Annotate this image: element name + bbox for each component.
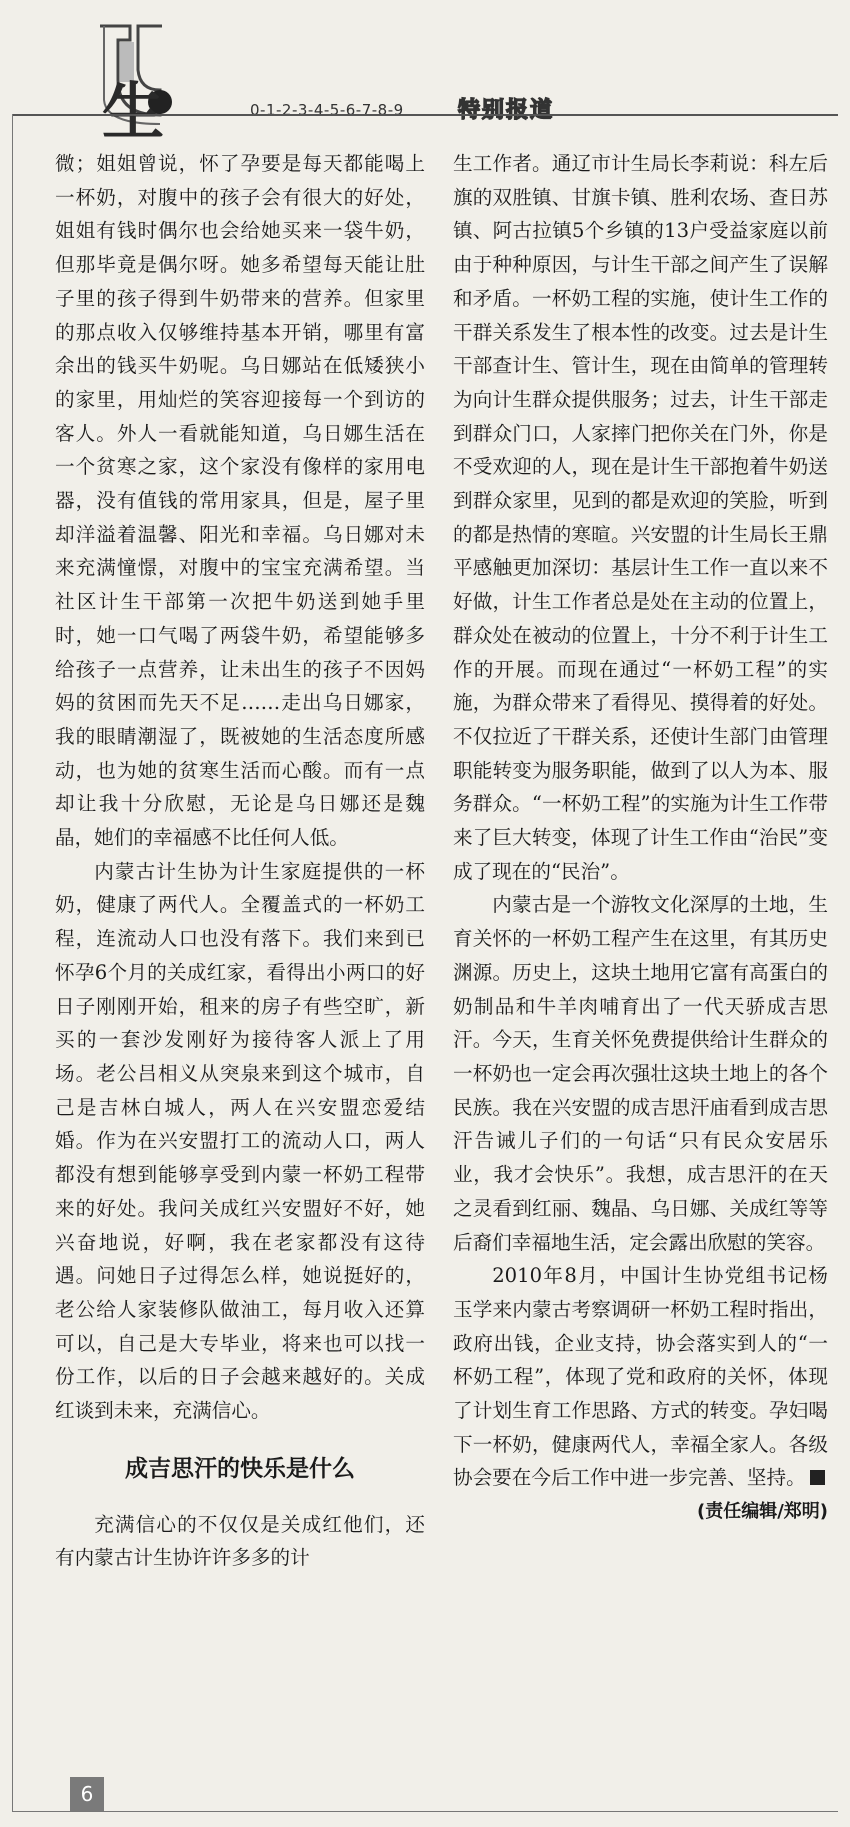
logo-character: 生 <box>102 75 161 148</box>
paragraph: 内蒙古是一个游牧文化深厚的土地，生育关怀的一杯奶工程产生在这里，有其历史渊源。历史上，这块土地用它富有高蛋白的奶制品和牛羊肉哺育出了一代天骄成吉思汗。今天，生育关怀免费提供给计生群众的一杯奶也一定会再次强壮这块土地上的各个民族。我在兴安盟的成吉思汗庙看到成吉思汗告诫儿子们的一句话“只有民众安居乐业，我才会快乐”。我想，成吉思汗的在天之灵看到红丽、魏晶、乌日娜、关成红等等后裔们幸福地生活，定会露出欣慰的笑容。 <box>453 893 828 1254</box>
left-border-rule <box>12 114 13 1812</box>
header-rule <box>12 114 838 116</box>
paragraph-text: 2010年8月，中国计生协党组书记杨玉学来内蒙古考察调研一杯奶工程时指出，政府出钱，企业支持，协会落实到人的“一杯奶工程”，体现了党和政府的关怀，体现了计划生育工作思路、方式的转变。孕妇喝下一杯奶，健康两代人，幸福全家人。各级协会要在今后工作中进一步完善、坚持。 <box>453 1264 828 1490</box>
digit-strip: 0-1-2-3-4-5-6-7-8-9 <box>250 101 404 119</box>
editor-credit: (责任编辑/郑明) <box>696 1501 828 1523</box>
section-tag: 特别报道 <box>458 98 555 123</box>
right-column <box>453 147 828 1529</box>
paragraph: 生工作者。通辽市计生局长李莉说：科左后旗的双胜镇、甘旗卡镇、胜利农场、查日苏镇、阿古拉镇5个乡镇的13户受益家庭以前由于种种原因，与计生干部之间产生了误解和矛盾。一杯奶工程的实施，使计生工作的干群关系发生了根本性的改变。过去是计生干部查计生、管计生，现在由简单的管理转为向计生群众提供服务；过去，计生干部走到群众门口，人家摔门把你关在门外，你是不受欢迎的人，现在是计生干部抱着牛奶送到群众家里，见到的都是欢迎的笑脸，听到的都是热情的寒暄。兴安盟的计生局长王鼎平感触更加深切：基层计生工作一直以来不好做，计生工作者总是处在主动的位置上，群众处在被动的位置上，十分不利于计生工作的开展。而现在通过“一杯奶工程”的实施，为群众带来了看得见、摸得着的好处。不仅拉近了干群关系，还使计生部门由管理职能转变为服务职能，做到了以人为本、服务群众。“一杯奶工程”的实施为计生工作带来了巨大转变，体现了计生工作由“治民”变成了现在的“民治”。 <box>453 152 828 883</box>
section-subheading: 成吉思汗的快乐是什么 <box>125 1455 355 1482</box>
paragraph: 内蒙古计生协为计生家庭提供的一杯奶，健康了两代人。全覆盖式的一杯奶工程，连流动人口也没有落下。我们来到已怀孕6个月的关成红家，看得出小两口的好日子刚刚开始，租来的房子有些空旷，新买的一套沙发刚好为接待客人派上了用场。老公吕相义从突泉来到这个城市，自己是吉林白城人，两人在兴安盟恋爱结婚。作为在兴安盟打工的流动人口，两人都没有想到能够享受到内蒙一杯奶工程带来的好处。我问关成红兴安盟好不好，她兴奋地说，好啊，我在老家都没有这待遇。问她日子过得怎么样，她说挺好的，老公给人家装修队做油工，每月收入还算可以，自己是大专毕业，将来也可以找一份工作，以后的日子会越来越好的。关成红谈到未来，充满信心。 <box>55 859 425 1423</box>
footer-rule <box>12 1811 838 1812</box>
left-column <box>55 147 425 1575</box>
end-mark-icon <box>810 1470 825 1485</box>
paragraph: 微；姐姐曾说，怀了孕要是每天都能喝上一杯奶，对腹中的孩子会有很大的好处，姐姐有钱时偶尔也会给她买来一袋牛奶，但那毕竟是偶尔呀。她多希望每天能让肚子里的孩子得到牛奶带来的营养。但家里的那点收入仅够维持基本开销，哪里有富余出的钱买牛奶呢。乌日娜站在低矮狭小的家里，用灿烂的笑容迎接每一个到访的客人。外人一看就能知道，乌日娜生活在一个贫寒之家，这个家没有像样的家用电器，没有值钱的常用家具，但是，屋子里却洋溢着温馨、阳光和幸福。乌日娜对未来充满憧憬，对腹中的宝宝充满希望。当社区计生干部第一次把牛奶送到她手里时，她一口气喝了两袋牛奶，希望能够多给孩子一点营养，让未出生的孩子不因妈妈的贫困而先天不足……走出乌日娜家，我的眼睛潮湿了，既被她的生活态度所感动，也为她的贫寒生活而心酸。而有一点却让我十分欣慰，无论是乌日娜还是魏晶，她们的幸福感不比任何人低。 <box>55 152 425 850</box>
paragraph-final <box>453 1259 828 1495</box>
paragraph: 充满信心的不仅仅是关成红他们，还有内蒙古计生协许许多多的计 <box>55 1512 425 1570</box>
page-number: 6 <box>70 1777 104 1811</box>
